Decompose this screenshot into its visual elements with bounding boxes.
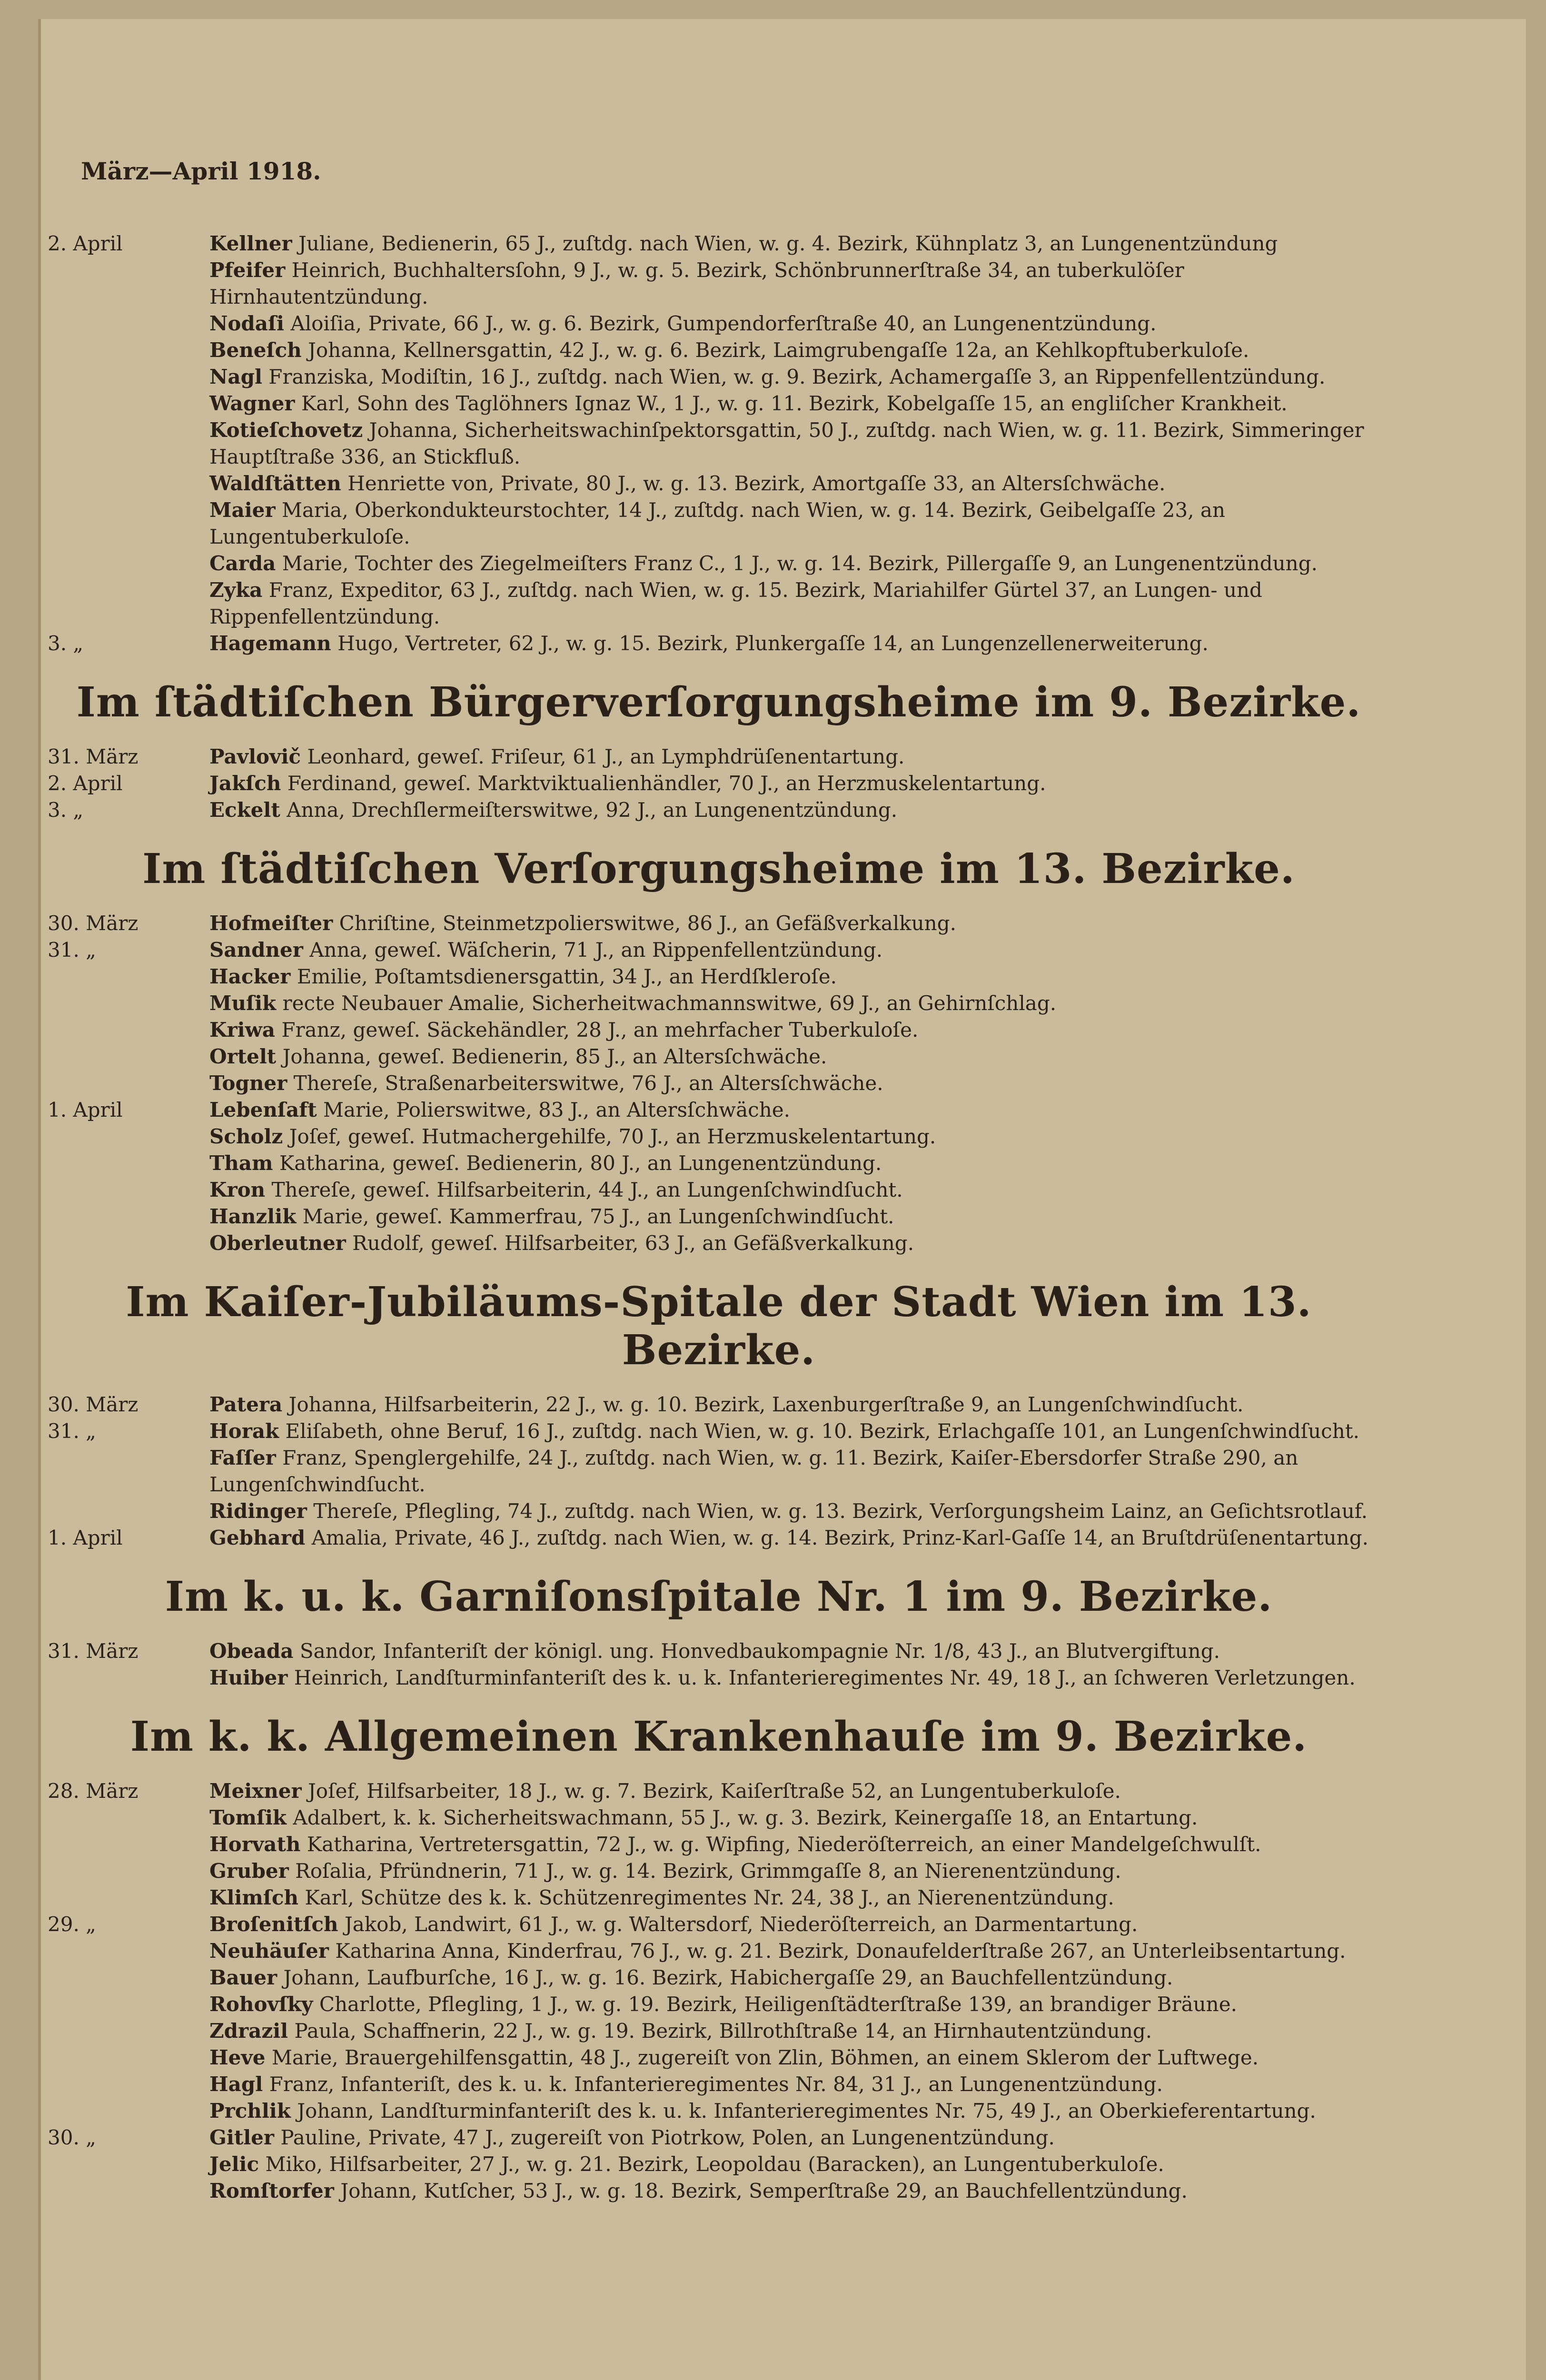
entry-surname: Lebenſaft — [209, 1098, 317, 1121]
entry-surname: Faſſer — [209, 1446, 276, 1469]
death-entry — [48, 2124, 1390, 2151]
entry-details: Hugo, Vertreter, 62 J., w. g. 15. Bezirk, Plunkergaſſe 14, an Lungenzellenerweiterung. — [337, 632, 1209, 655]
death-entry — [48, 1043, 1390, 1070]
entry-surname: Wagner — [209, 392, 295, 415]
entry-details: Jakob, Landwirt, 61 J., w. g. Waltersdorf, Niederöſterreich, an Darmentartung. — [344, 1913, 1138, 1936]
entry-details: Maria, Oberkondukteurstochter, 14 J., zuſtdg. nach Wien, w. g. 14. Bezirk, Geibelgaſſe 23, an Lungentuberkuloſe. — [209, 498, 1225, 548]
death-entry — [48, 1991, 1390, 2018]
death-entry — [48, 1203, 1390, 1230]
death-entry — [48, 1418, 1390, 1445]
entry-details: Eliſabeth, ohne Beruf, 16 J., zuſtdg. nach Wien, w. g. 10. Bezirk, Erlachgaſſe 101, an Lungenſchwindſucht. — [285, 1419, 1359, 1443]
entry-date: 2. April — [48, 232, 123, 255]
entry-surname: Klimſch — [209, 1886, 299, 1909]
death-entry — [48, 1123, 1390, 1150]
entry-details: Johann, Landſturminfanteriſt des k. u. k. Infanterieregimentes Nr. 75, 49 J., an Oberkieferentartung. — [297, 2099, 1316, 2122]
entry-date: 3. „ — [48, 798, 84, 822]
entry-surname: Zyka — [209, 578, 263, 602]
entry-surname: Jelic — [209, 2152, 259, 2176]
entry-date: 1. April — [48, 1098, 123, 1121]
section — [48, 230, 1390, 657]
entry-date: 31. „ — [48, 1419, 96, 1443]
entry-surname: Hanzlik — [209, 1205, 297, 1228]
section — [48, 1573, 1390, 1691]
entry-details: Johanna, geweſ. Bedienerin, 85 J., an Altersſchwäche. — [282, 1045, 827, 1068]
section — [48, 1278, 1390, 1551]
death-entry — [48, 1070, 1390, 1097]
entry-details: Marie, Brauergehilfensgattin, 48 J., zugereiſt von Zlin, Böhmen, an einem Sklerom der Luftwege. — [271, 2046, 1259, 2069]
entry-details: Johanna, Kellnersgattin, 42 J., w. g. 6. Bezirk, Laimgrubengaſſe 12a, an Kehlkopftuberkuloſe. — [308, 338, 1249, 362]
entry-details: Heinrich, Buchhaltersſohn, 9 J., w. g. 5. Bezirk, Schönbrunnerſtraße 34, an tuberkulöſer Hirnhautentzündung. — [209, 258, 1184, 308]
entry-date: 28. März — [48, 1779, 139, 1803]
section-heading: Im ſtädtiſchen Bürgerverſorgungsheime im 9. Bezirke. — [76, 678, 1361, 726]
entry-details: Thereſe, Straßenarbeiterswitwe, 76 J., an Altersſchwäche. — [293, 1071, 883, 1095]
death-entry — [48, 1938, 1390, 1964]
entry-details: Charlotte, Pflegling, 1 J., w. g. 19. Bezirk, Heiligenſtädterſtraße 139, an brandiger Bräune. — [319, 1993, 1237, 2016]
entry-date: 31. März — [48, 745, 139, 768]
entry-surname: Kotieſchovetz — [209, 418, 363, 442]
death-entry — [48, 470, 1390, 497]
death-entry — [48, 2151, 1390, 2178]
death-entry — [48, 1665, 1390, 1691]
entry-surname: Hagemann — [209, 632, 331, 655]
death-entry — [48, 2044, 1390, 2071]
entry-details: Johanna, Hilfsarbeiterin, 22 J., w. g. 10. Bezirk, Laxenburgerſtraße 9, an Lungenſchwindſucht. — [288, 1393, 1244, 1416]
entry-details: Franz, Infanteriſt, des k. u. k. Infanterieregimentes Nr. 84, 31 J., an Lungenentzündung. — [269, 2073, 1163, 2096]
death-entry — [48, 550, 1390, 577]
page-header: März—April 1918. — [81, 157, 321, 185]
entry-surname: Togner — [209, 1071, 287, 1095]
section-heading: Im k. u. k. Garniſonsſpitale Nr. 1 im 9. Bezirke. — [165, 1573, 1273, 1621]
entry-surname: Gebhard — [209, 1526, 306, 1549]
entry-surname: Hofmeiſter — [209, 912, 333, 935]
entry-surname: Hagl — [209, 2073, 263, 2096]
death-entry — [48, 364, 1390, 390]
obituary-sections — [48, 230, 1390, 2204]
entry-details: Juliane, Bedienerin, 65 J., zuſtdg. nach Wien, w. g. 4. Bezirk, Kühnplatz 3, an Lungenentzündung — [298, 232, 1278, 255]
death-entry — [48, 1150, 1390, 1177]
entry-details: Johann, Laufburſche, 16 J., w. g. 16. Bezirk, Habichergaſſe 29, an Bauchfellentzündung. — [283, 1966, 1173, 1989]
entry-surname: Tham — [209, 1151, 273, 1175]
section — [48, 845, 1390, 1257]
entry-date: 30. März — [48, 1393, 139, 1416]
death-entry — [48, 630, 1390, 657]
entry-details: Chriſtine, Steinmetzpolierswitwe, 86 J., an Gefäßverkalkung. — [339, 912, 956, 935]
document-text — [48, 86, 1390, 2209]
entry-surname: Patera — [209, 1393, 283, 1416]
death-entry — [48, 910, 1390, 937]
entry-surname: Nodaſi — [209, 312, 285, 335]
section — [48, 1713, 1390, 2204]
death-entry — [48, 1230, 1390, 1257]
entry-surname: Ortelt — [209, 1045, 277, 1068]
entry-details: Anna, Drechſlermeiſterswitwe, 92 J., an Lungenentzündung. — [287, 798, 898, 822]
death-entry — [48, 1911, 1390, 1938]
death-entry — [48, 2071, 1390, 2098]
death-entry — [48, 417, 1390, 470]
entry-details: Henriette von, Private, 80 J., w. g. 13. Bezirk, Amortgaſſe 33, an Altersſchwäche. — [347, 472, 1166, 495]
entry-surname: Horvath — [209, 1833, 301, 1856]
entry-details: Thereſe, Pflegling, 74 J., zuſtdg. nach Wien, w. g. 13. Bezirk, Verſorgungsheim Lainz, an Geſichtsrotlauf. — [313, 1499, 1368, 1523]
entry-details: Karl, Schütze des k. k. Schützenregimentes Nr. 24, 38 J., an Nierenentzündung. — [305, 1886, 1114, 1909]
entry-surname: Meixner — [209, 1779, 302, 1803]
entry-surname: Beneſch — [209, 338, 302, 362]
entry-surname: Maier — [209, 498, 276, 522]
entry-date: 31. „ — [48, 938, 96, 962]
entry-details: Katharina, geweſ. Bedienerin, 80 J., an Lungenentzündung. — [279, 1151, 882, 1175]
entry-details: Karl, Sohn des Taglöhners Ignaz W., 1 J., w. g. 11. Bezirk, Kobelgaſſe 15, an engliſcher Krankheit. — [301, 392, 1288, 415]
section-heading: Im ſtädtiſchen Verſorgungsheime im 13. Bezirke. — [142, 845, 1295, 893]
entry-surname: Ridinger — [209, 1499, 307, 1523]
entry-surname: Zdrazil — [209, 2019, 288, 2043]
entry-date: 30. März — [48, 912, 139, 935]
entry-surname: Kriwa — [209, 1018, 275, 1041]
entry-surname: Pfeifer — [209, 258, 286, 282]
entry-details: Miko, Hilfsarbeiter, 27 J., w. g. 21. Bezirk, Leopoldau (Baracken), an Lungentuberkuloſe. — [265, 2152, 1164, 2176]
entry-surname: Heve — [209, 2046, 266, 2069]
entry-surname: Jakſch — [209, 772, 281, 795]
entry-details: Marie, geweſ. Kammerfrau, 75 J., an Lungenſchwindſucht. — [302, 1205, 894, 1228]
death-entry — [48, 1525, 1390, 1551]
death-entry — [48, 797, 1390, 823]
death-entry — [48, 310, 1390, 337]
entry-details: Joſef, geweſ. Hutmachergehilfe, 70 J., an Herzmuskelentartung. — [289, 1125, 936, 1148]
entry-details: Paula, Schaffnerin, 22 J., w. g. 19. Bezirk, Billrothſtraße 14, an Hirnhautentzündung. — [294, 2019, 1152, 2043]
entry-surname: Muſik — [209, 992, 277, 1015]
entry-surname: Neuhäuſer — [209, 1939, 329, 1963]
entry-surname: Carda — [209, 552, 276, 575]
death-entry — [48, 990, 1390, 1017]
entry-surname: Scholz — [209, 1125, 283, 1148]
death-entry — [48, 1177, 1390, 1203]
entry-date: 2. April — [48, 772, 123, 795]
death-entry — [48, 337, 1390, 364]
entry-details: Emilie, Poſtamtsdienersgattin, 34 J., an Herdſkleroſe. — [297, 965, 837, 988]
entry-details: Ferdinand, geweſ. Marktviktualienhändler, 70 J., an Herzmuskelentartung. — [287, 772, 1046, 795]
death-entry — [48, 1778, 1390, 1805]
entry-surname: Kron — [209, 1178, 266, 1201]
section-heading: Im Kaiſer-Jubiläums-Spitale der Stadt Wien im 13. Bezirke. — [126, 1278, 1312, 1374]
entry-details: Franziska, Modiſtin, 16 J., zuſtdg. nach Wien, w. g. 9. Bezirk, Achamergaſſe 3, an Rippenfellentzündung. — [268, 365, 1326, 388]
entry-surname: Gruber — [209, 1859, 289, 1883]
entry-details: Amalia, Private, 46 J., zuſtdg. nach Wien, w. g. 14. Bezirk, Prinz-Karl-Gaſſe 14, an Bruſtdrüſenentartung. — [311, 1526, 1368, 1549]
death-entry — [48, 390, 1390, 417]
entry-surname: Tomſik — [209, 1806, 287, 1829]
entry-details: Marie, Tochter des Ziegelmeiſters Franz C., 1 J., w. g. 14. Bezirk, Pillergaſſe 9, an Lungenentzündung. — [282, 552, 1318, 575]
entry-details: Katharina, Vertretersgattin, 72 J., w. g. Wipfing, Niederöſterreich, an einer Mandelgeſchwulſt. — [307, 1833, 1261, 1856]
death-entry — [48, 2018, 1390, 2044]
entry-details: Roſalia, Pfründnerin, 71 J., w. g. 14. Bezirk, Grimmgaſſe 8, an Nierenentzündung. — [295, 1859, 1121, 1883]
entry-details: Franz, geweſ. Säckehändler, 28 J., an mehrfacher Tuberkuloſe. — [281, 1018, 919, 1041]
death-entry — [48, 1964, 1390, 1991]
section-heading: Im k. k. Allgemeinen Krankenhauſe im 9. Bezirke. — [130, 1713, 1308, 1761]
entry-details: Aloiſia, Private, 66 J., w. g. 6. Bezirk, Gumpendorferſtraße 40, an Lungenentzündung. — [290, 312, 1157, 335]
entry-date: 29. „ — [48, 1913, 96, 1936]
entry-surname: Rohovſky — [209, 1993, 313, 2016]
entry-surname: Eckelt — [209, 798, 280, 822]
entry-surname: Bauer — [209, 1966, 277, 1989]
entry-surname: Kellner — [209, 232, 292, 255]
entry-surname: Gitler — [209, 2126, 275, 2149]
entry-details: Marie, Polierswitwe, 83 J., an Altersſchwäche. — [323, 1098, 790, 1121]
entry-details: Sandor, Infanteriſt der königl. ung. Honvedbaukompagnie Nr. 1/8, 43 J., an Blutvergiftung. — [299, 1639, 1220, 1663]
death-entry — [48, 2178, 1390, 2204]
entry-details: Adalbert, k. k. Sicherheitswachmann, 55 J., w. g. 3. Bezirk, Keinergaſſe 18, an Entartung. — [293, 1806, 1198, 1829]
entry-date: 3. „ — [48, 632, 84, 655]
death-entry — [48, 1858, 1390, 1884]
entry-details: Johann, Kutſcher, 53 J., w. g. 18. Bezirk, Semperſtraße 29, an Bauchfellentzündung. — [340, 2179, 1188, 2202]
entry-surname: Oberleutner — [209, 1231, 346, 1255]
entry-details: Leonhard, geweſ. Friſeur, 61 J., an Lymphdrüſenentartung. — [307, 745, 905, 768]
death-entry — [48, 497, 1390, 550]
death-entry — [48, 937, 1390, 963]
death-entry — [48, 1391, 1390, 1418]
death-entry — [48, 257, 1390, 310]
death-entry — [48, 1884, 1390, 1911]
entry-surname: Waldſtätten — [209, 472, 341, 495]
entry-details: Franz, Expeditor, 63 J., zuſtdg. nach Wien, w. g. 15. Bezirk, Mariahilfer Gürtel 37, an Lungen- und Rippenfellentzündung. — [209, 578, 1262, 628]
entry-surname: Pavlovič — [209, 745, 301, 768]
death-entry — [48, 1831, 1390, 1858]
death-entry — [48, 1097, 1390, 1123]
entry-surname: Sandner — [209, 938, 303, 962]
death-entry — [48, 744, 1390, 770]
death-entry — [48, 1445, 1390, 1498]
entry-details: Katharina Anna, Kinderfrau, 76 J., w. g. 21. Bezirk, Donaufelderſtraße 267, an Unterleibsentartung. — [335, 1939, 1346, 1963]
entry-surname: Obeada — [209, 1639, 294, 1663]
death-entry — [48, 1498, 1390, 1525]
entry-surname: Nagl — [209, 365, 262, 388]
entry-details: recte Neubauer Amalie, Sicherheitwachmannswitwe, 69 J., an Gehirnſchlag. — [282, 992, 1057, 1015]
entry-surname: Horak — [209, 1419, 279, 1443]
entry-details: Thereſe, geweſ. Hilfsarbeiterin, 44 J., an Lungenſchwindſucht. — [271, 1178, 903, 1201]
entry-surname: Huiber — [209, 1666, 288, 1689]
section — [48, 678, 1390, 823]
entry-details: Joſef, Hilfsarbeiter, 18 J., w. g. 7. Bezirk, Kaiſerſtraße 52, an Lungentuberkuloſe. — [307, 1779, 1121, 1803]
death-entry — [48, 230, 1390, 257]
entry-details: Heinrich, Landſturminfanteriſt des k. u. k. Infanterieregimentes Nr. 49, 18 J., an ſchweren Verletzungen. — [294, 1666, 1356, 1689]
entry-surname: Romſtorfer — [209, 2179, 334, 2202]
entry-details: Anna, geweſ. Wäſcherin, 71 J., an Rippenfellentzündung. — [309, 938, 883, 962]
entry-surname: Hacker — [209, 965, 291, 988]
entry-details: Franz, Spenglergehilfe, 24 J., zuſtdg. nach Wien, w. g. 11. Bezirk, Kaiſer-Ebersdorfer Straße 290, an Lungenſchwindſucht. — [209, 1446, 1298, 1496]
entry-date: 31. März — [48, 1639, 139, 1663]
death-entry — [48, 2098, 1390, 2124]
entry-surname: Broſenitſch — [209, 1913, 338, 1936]
entry-date: 1. April — [48, 1526, 123, 1549]
entry-date: 30. „ — [48, 2126, 96, 2149]
entry-details: Rudolf, geweſ. Hilfsarbeiter, 63 J., an Gefäßverkalkung. — [352, 1231, 914, 1255]
death-entry — [48, 770, 1390, 797]
entry-details: Johanna, Sicherheitswachinſpektorsgattin, 50 J., zuſtdg. nach Wien, w. g. 11. Bezirk, Simmeringer Hauptſtraße 336, an Stickfluß. — [209, 418, 1364, 468]
death-entry — [48, 1638, 1390, 1665]
death-entry — [48, 1805, 1390, 1831]
death-entry — [48, 577, 1390, 630]
death-entry — [48, 1017, 1390, 1043]
entry-details: Pauline, Private, 47 J., zugereiſt von Piotrkow, Polen, an Lungenentzündung. — [280, 2126, 1055, 2149]
entry-surname: Prchlik — [209, 2099, 291, 2122]
death-entry — [48, 963, 1390, 990]
